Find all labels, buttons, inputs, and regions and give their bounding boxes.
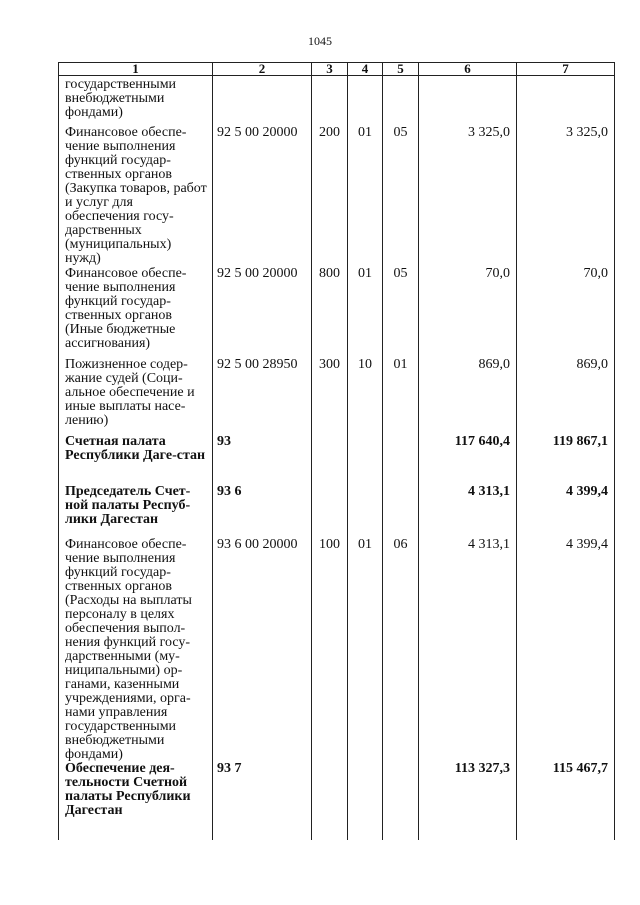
row-rz: 01: [348, 267, 383, 358]
row-code: 93 6: [213, 485, 312, 538]
table-row: [59, 76, 615, 126]
header-col-6: 6: [419, 63, 517, 76]
row-pr: 05: [383, 126, 419, 267]
row-rz: [348, 485, 383, 538]
header-col-1: 1: [59, 63, 213, 76]
table-row: [59, 538, 615, 762]
row-name: Пожизненное содер-жание судей (Соци-альное обеспечение и иные выплаты насе-лению): [59, 358, 213, 435]
row-code: 93: [213, 435, 312, 485]
row-pr: 06: [383, 538, 419, 762]
row-value-7: [517, 76, 615, 126]
table-row: [59, 485, 615, 538]
row-value-6: 3 325,0: [419, 126, 517, 267]
row-name: государственными внебюджетными фондами): [59, 76, 213, 126]
row-vr: [312, 76, 348, 126]
row-pr: 01: [383, 358, 419, 435]
row-pr: [383, 435, 419, 485]
table-row: [59, 358, 615, 435]
row-rz: [348, 76, 383, 126]
row-value-7: 119 867,1: [517, 435, 615, 485]
row-rz: 10: [348, 358, 383, 435]
row-code: 92 5 00 28950: [213, 358, 312, 435]
row-code: 93 6 00 20000: [213, 538, 312, 762]
row-name: Финансовое обеспе-чение выполнения функций государ-ственных органов (Расходы на выплаты персоналу в целях обеспечения выпол-нения функций госу-дарственными (му-ниципальными) ор-ганами, казенными учреждениями, орга-нами управления государственными внебюджетными фондами): [59, 538, 213, 762]
row-code: [213, 76, 312, 126]
row-pr: [383, 762, 419, 840]
header-col-2: 2: [213, 63, 312, 76]
row-rz: [348, 435, 383, 485]
row-value-6: 869,0: [419, 358, 517, 435]
row-vr: [312, 485, 348, 538]
row-value-7: 70,0: [517, 267, 615, 358]
row-value-6: [419, 76, 517, 126]
row-vr: [312, 435, 348, 485]
row-name: Обеспечение дея-тельности Счетной палаты Республики Дагестан: [59, 762, 213, 840]
table-row: [59, 435, 615, 485]
row-pr: [383, 76, 419, 126]
header-col-7: 7: [517, 63, 615, 76]
header-col-5: 5: [383, 63, 419, 76]
row-vr: 200: [312, 126, 348, 267]
row-name: Счетная палата Республики Даге-стан: [59, 435, 213, 485]
row-value-6: 4 313,1: [419, 485, 517, 538]
header-col-3: 3: [312, 63, 348, 76]
row-value-6: 70,0: [419, 267, 517, 358]
row-rz: [348, 762, 383, 840]
row-value-6: 113 327,3: [419, 762, 517, 840]
row-name: Председатель Счет-ной палаты Респуб-лики Дагестан: [59, 485, 213, 538]
row-vr: [312, 762, 348, 840]
row-code: 92 5 00 20000: [213, 126, 312, 267]
row-value-6: 4 313,1: [419, 538, 517, 762]
header-row: [59, 63, 615, 76]
table-row: [59, 267, 615, 358]
row-rz: 01: [348, 126, 383, 267]
row-value-7: 115 467,7: [517, 762, 615, 840]
row-value-7: 4 399,4: [517, 485, 615, 538]
page-number: 1045: [308, 34, 332, 48]
row-pr: 05: [383, 267, 419, 358]
row-vr: 300: [312, 358, 348, 435]
row-name: Финансовое обеспе-чение выполнения функций государ-ственных органов (Закупка товаров, работ и услуг для обеспечения госу-дарственных (муниципальных) нужд): [59, 126, 213, 267]
row-value-7: 3 325,0: [517, 126, 615, 267]
row-code: 92 5 00 20000: [213, 267, 312, 358]
row-vr: 100: [312, 538, 348, 762]
row-value-6: 117 640,4: [419, 435, 517, 485]
row-rz: 01: [348, 538, 383, 762]
row-value-7: 4 399,4: [517, 538, 615, 762]
header-col-4: 4: [348, 63, 383, 76]
row-pr: [383, 485, 419, 538]
budget-table: [58, 62, 615, 840]
row-code: 93 7: [213, 762, 312, 840]
row-name: Финансовое обеспе-чение выполнения функций государ-ственных органов (Иные бюджетные ассигнования): [59, 267, 213, 358]
row-vr: 800: [312, 267, 348, 358]
row-value-7: 869,0: [517, 358, 615, 435]
table-row: [59, 762, 615, 840]
table-row: [59, 126, 615, 267]
